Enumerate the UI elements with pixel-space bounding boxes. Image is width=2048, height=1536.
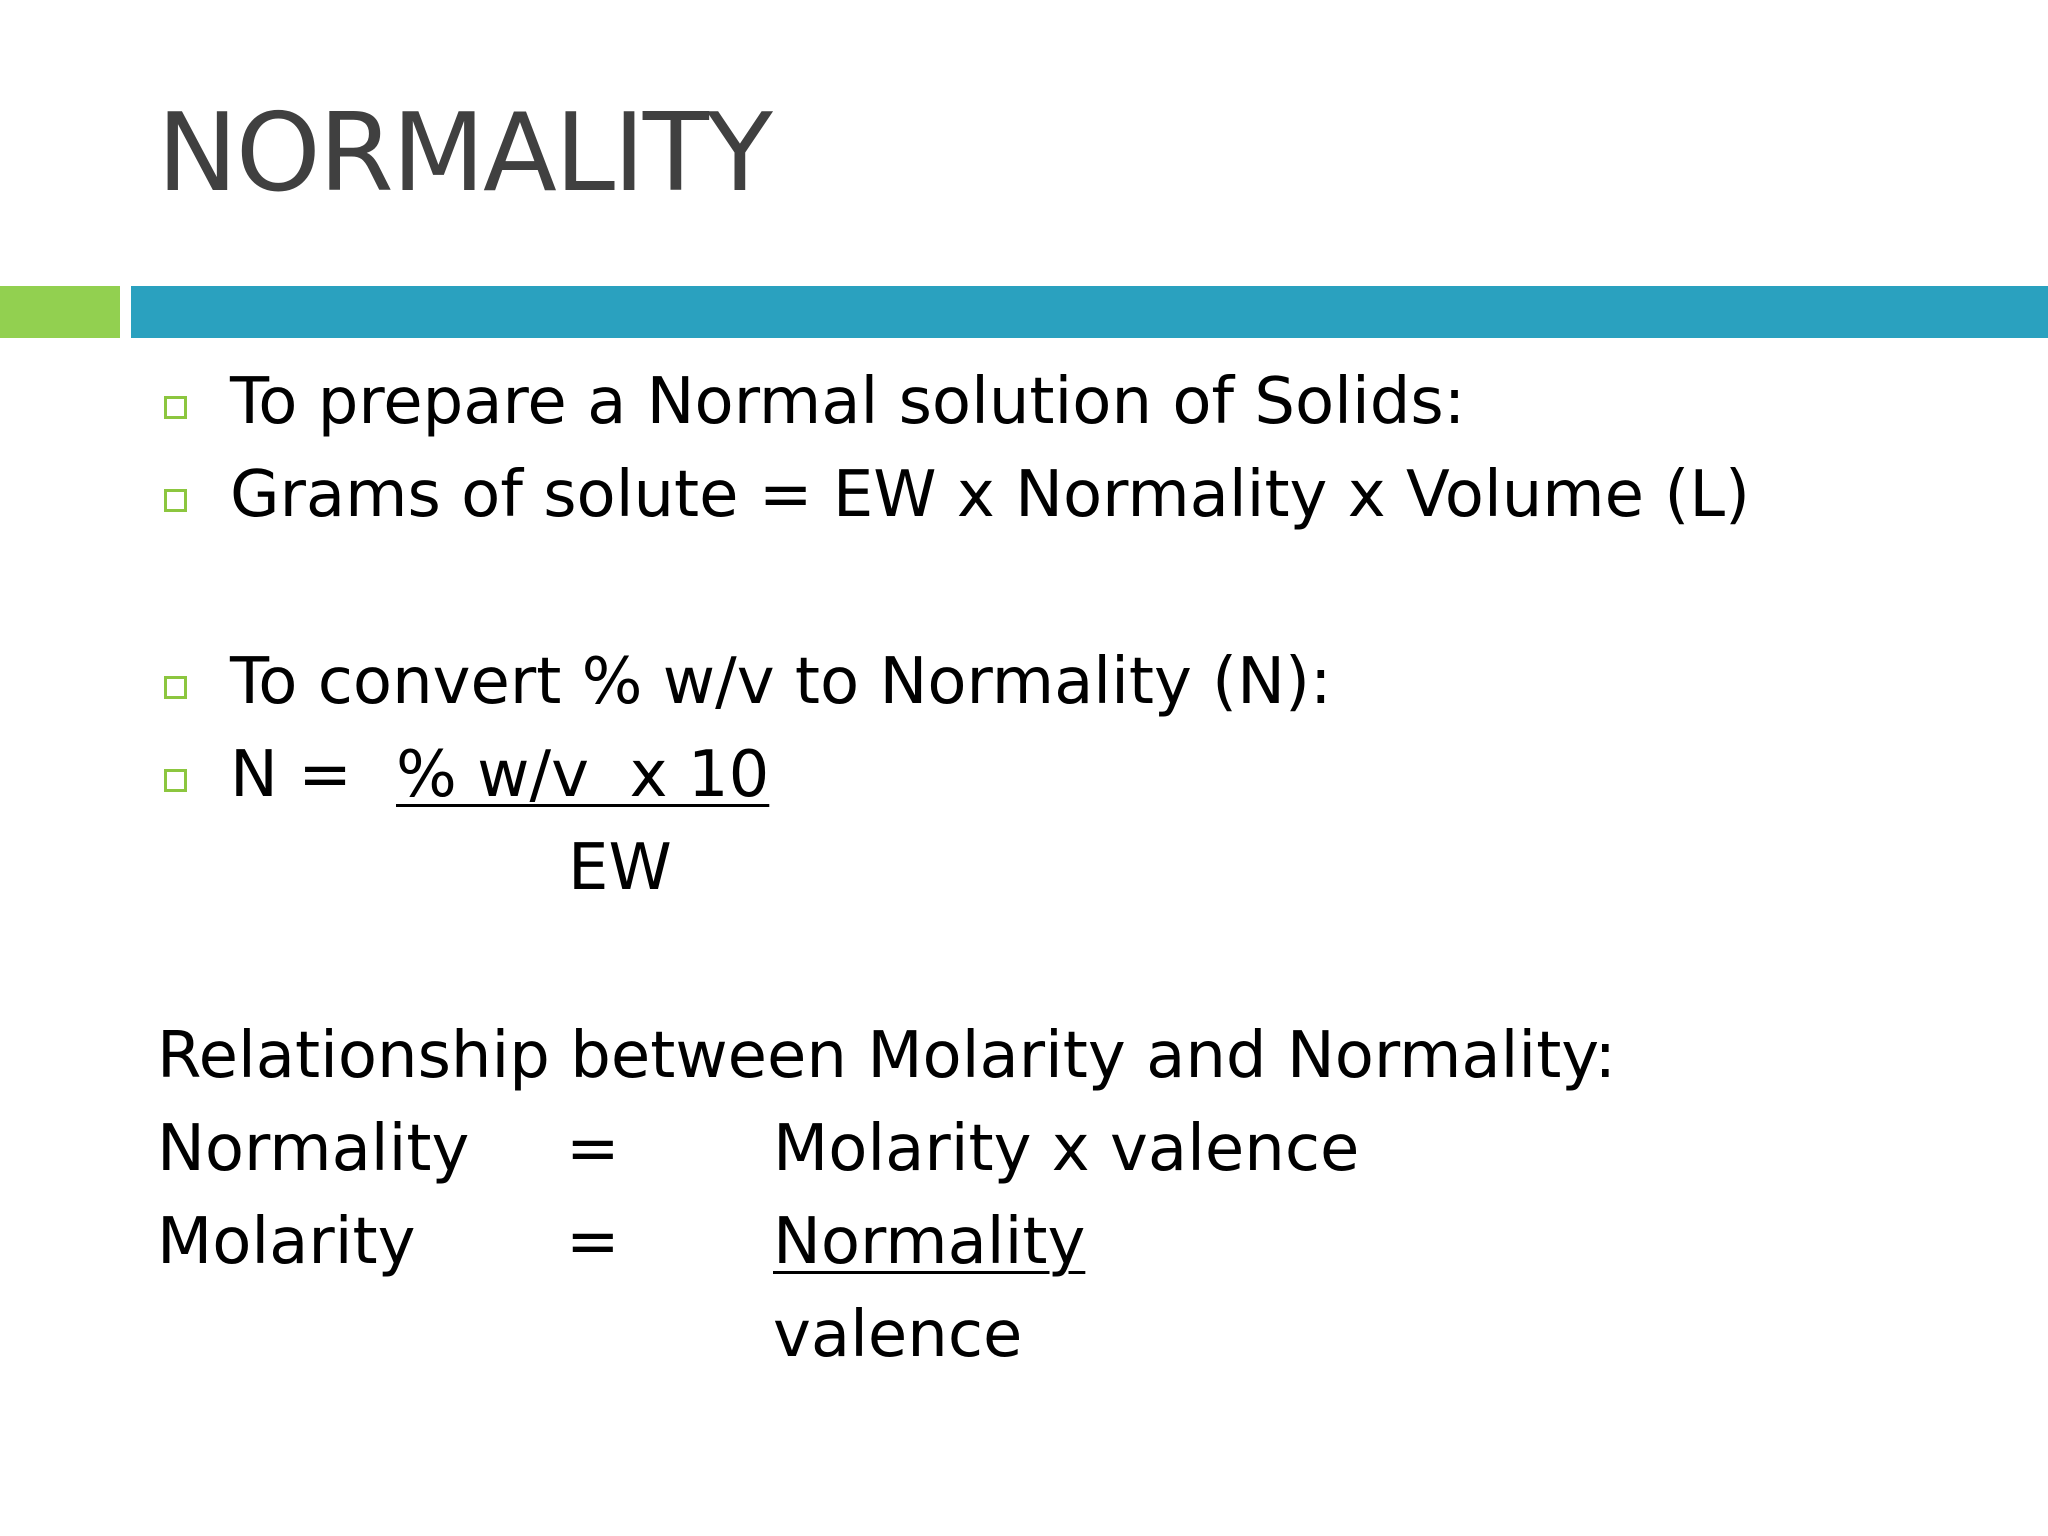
square-bullet-icon: [164, 676, 187, 699]
formula-numerator: % w/v x 10: [396, 738, 770, 812]
relationship-row-2-lhs: Molarity: [157, 1205, 416, 1279]
accent-bar-blue: [131, 286, 2048, 338]
relationship-row-1-eq: =: [566, 1112, 620, 1186]
square-bullet-icon: [164, 769, 187, 792]
bullet-text-1: To prepare a Normal solution of Solids:: [230, 365, 1466, 439]
formula-denominator: EW: [568, 831, 672, 905]
relationship-heading: Relationship between Molarity and Normality:: [157, 1019, 1617, 1093]
relationship-row-1-rhs: Molarity x valence: [773, 1112, 1360, 1186]
square-bullet-icon: [164, 396, 187, 419]
bullet-text-2: Grams of solute = EW x Normality x Volume (L): [230, 458, 1750, 532]
relationship-row-2-eq: =: [566, 1205, 620, 1279]
accent-bar-green: [0, 286, 120, 338]
square-bullet-icon: [164, 489, 187, 512]
slide-title: NORMALITY: [157, 91, 771, 216]
relationship-row-1-lhs: Normality: [157, 1112, 470, 1186]
bullet-text-3: To convert % w/v to Normality (N):: [230, 645, 1332, 719]
relationship-row-2-numerator: Normality: [773, 1205, 1086, 1279]
relationship-row-2-denominator: valence: [773, 1298, 1023, 1372]
formula-prefix: N =: [230, 738, 352, 812]
